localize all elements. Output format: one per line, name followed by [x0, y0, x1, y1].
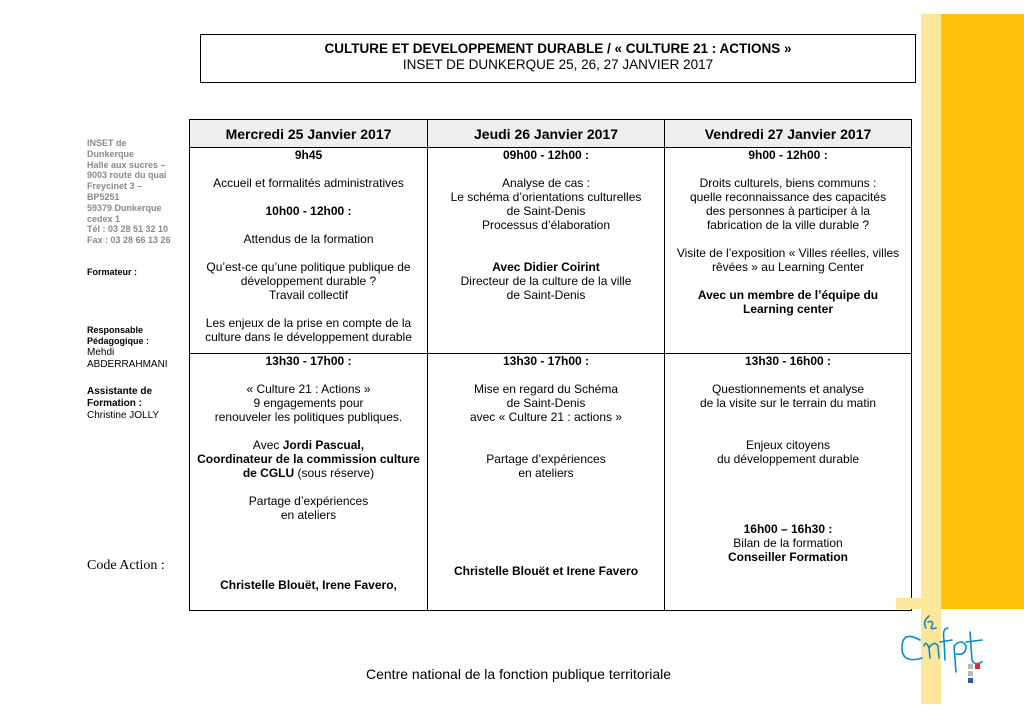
friday-morning-cell: 9h00 - 12h00 : Droits culturels, biens communs : quelle reconnaissance des capacités des personnes à participer à la fabrication de la ville durable ? Visite de l’exposition « Villes réelles, villes rêvées » au Learning Center Avec un membre de l’équipe du Learning center [665, 148, 912, 354]
thursday-afternoon-cell: 13h30 - 17h00 : Mise en regard du Schéma de Saint-Denis avec « Culture 21 : actions » Partage d’expériences en ateliers Christelle Blouët et Irene Favero [428, 354, 665, 611]
document-header [200, 34, 916, 83]
day-header-friday: Vendredi 27 Janvier 2017 [665, 120, 912, 148]
document-subtitle: INSET DE DUNKERQUE 25, 26, 27 JANVIER 2017 [402, 57, 714, 72]
schedule-table [189, 119, 912, 611]
day-header-thursday: Jeudi 26 Janvier 2017 [428, 120, 665, 148]
thursday-morning-cell: 09h00 - 12h00 : Analyse de cas : Le schéma d’orientations culturelles de Saint-Denis Processus d’élaboration Avec Didier Coirint Directeur de la culture de la ville de Saint-Denis [428, 148, 665, 354]
responsable-block: Responsable Pédagogique : Mehdi ABDERRAHMANI [87, 325, 185, 371]
friday-afternoon-cell: 13h30 - 16h00 : Questionnements et analyse de la visite sur le terrain du matin Enjeux citoyens du développement durable 16h00 – 16h30 : Bilan de la formation Conseiller Formation [665, 354, 912, 611]
wednesday-afternoon-cell: 13h30 - 17h00 : « Culture 21 : Actions » 9 engagements pour renouveler les politiques publiques. Avec Jordi Pascual, Coordinateur de la commission culture de CGLU (sous réserve) Partage d’expériences en ateliers Christelle Blouët, Irene Favero, [190, 354, 428, 611]
wednesday-morning-cell: 9h45 Accueil et formalités administratives 10h00 - 12h00 : Attendus de la formation Qu’est-ce qu’une politique publique de développement durable ? Travail collectif Les enjeux de la prise en compte de la culture dans le développement durable [190, 148, 428, 354]
code-action-label: Code Action : [87, 558, 165, 573]
trainers: Christelle Blouët et Irene Favero [453, 564, 639, 578]
responsable-name: Mehdi [87, 346, 115, 358]
assistante-label: Assistante de [87, 386, 153, 397]
formateur-label: Formateur : [87, 267, 138, 277]
table-row [190, 120, 912, 148]
table-row [190, 148, 912, 354]
trainers: Christelle Blouët, Irene Favero, [220, 578, 397, 592]
cnfpt-logo [896, 598, 1006, 704]
table-row [190, 354, 912, 611]
responsable-label: Responsable [87, 325, 144, 335]
sidebar-address: INSET de Dunkerque Halle aux sucres – 9003 route du quai Freycinet 3 – BP5251 59379 Dunkerque cedex 1 Tél : 03 28 51 32 10 Fax : 03 28 66 13 26 [87, 138, 171, 246]
decorative-band-dark [941, 14, 1024, 609]
document-title: CULTURE ET DEVELOPPEMENT DURABLE / « CULTURE 21 : ACTIONS » [324, 41, 792, 56]
footer-text: Centre national de la fonction publique territoriale [366, 666, 672, 682]
speaker-line: Avec Jordi Pascual, [252, 438, 365, 452]
assistante-name: Christine JOLLY [87, 410, 160, 421]
day-header-wednesday: Mercredi 25 Janvier 2017 [190, 120, 428, 148]
assistante-block: Assistante de Formation : Christine JOLLY [87, 386, 185, 422]
